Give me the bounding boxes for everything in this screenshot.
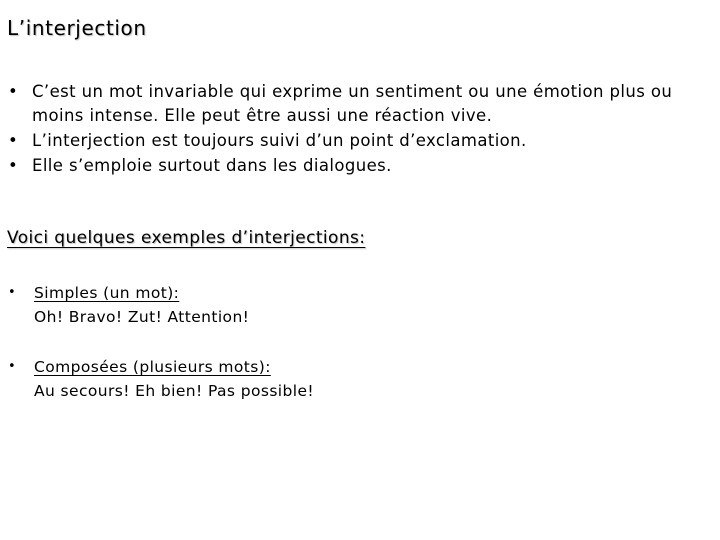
list-item bbox=[8, 281, 708, 329]
example-words: Oh! Bravo! Zut! Attention! bbox=[34, 308, 250, 326]
bullet-icon: • bbox=[8, 359, 17, 374]
slide-title: L’interjection bbox=[7, 16, 147, 40]
list-item bbox=[8, 154, 708, 178]
bullet-icon: • bbox=[8, 285, 17, 300]
examples-list bbox=[8, 281, 708, 429]
bullet-icon: • bbox=[8, 156, 19, 175]
bullet-icon: • bbox=[8, 82, 19, 101]
bullet-text: L’interjection est toujours suivi d’un point d’exclamation. bbox=[32, 131, 527, 150]
example-label: Simples (un mot): bbox=[34, 284, 180, 302]
example-label: Composées (plusieurs mots): bbox=[34, 358, 271, 376]
definition-list bbox=[8, 80, 708, 179]
list-item bbox=[8, 129, 708, 153]
list-item bbox=[8, 355, 708, 403]
bullet-icon: • bbox=[8, 131, 19, 150]
bullet-text: C’est un mot invariable qui exprime un sentiment ou une émotion plus ou moins intense. Elle peut être aussi une réaction vive. bbox=[32, 82, 673, 125]
bullet-text: Elle s’emploie surtout dans les dialogues. bbox=[32, 156, 392, 175]
list-item bbox=[8, 80, 708, 128]
example-words: Au secours! Eh bien! Pas possible! bbox=[34, 382, 314, 400]
examples-heading: Voici quelques exemples d’interjections: bbox=[7, 228, 366, 248]
